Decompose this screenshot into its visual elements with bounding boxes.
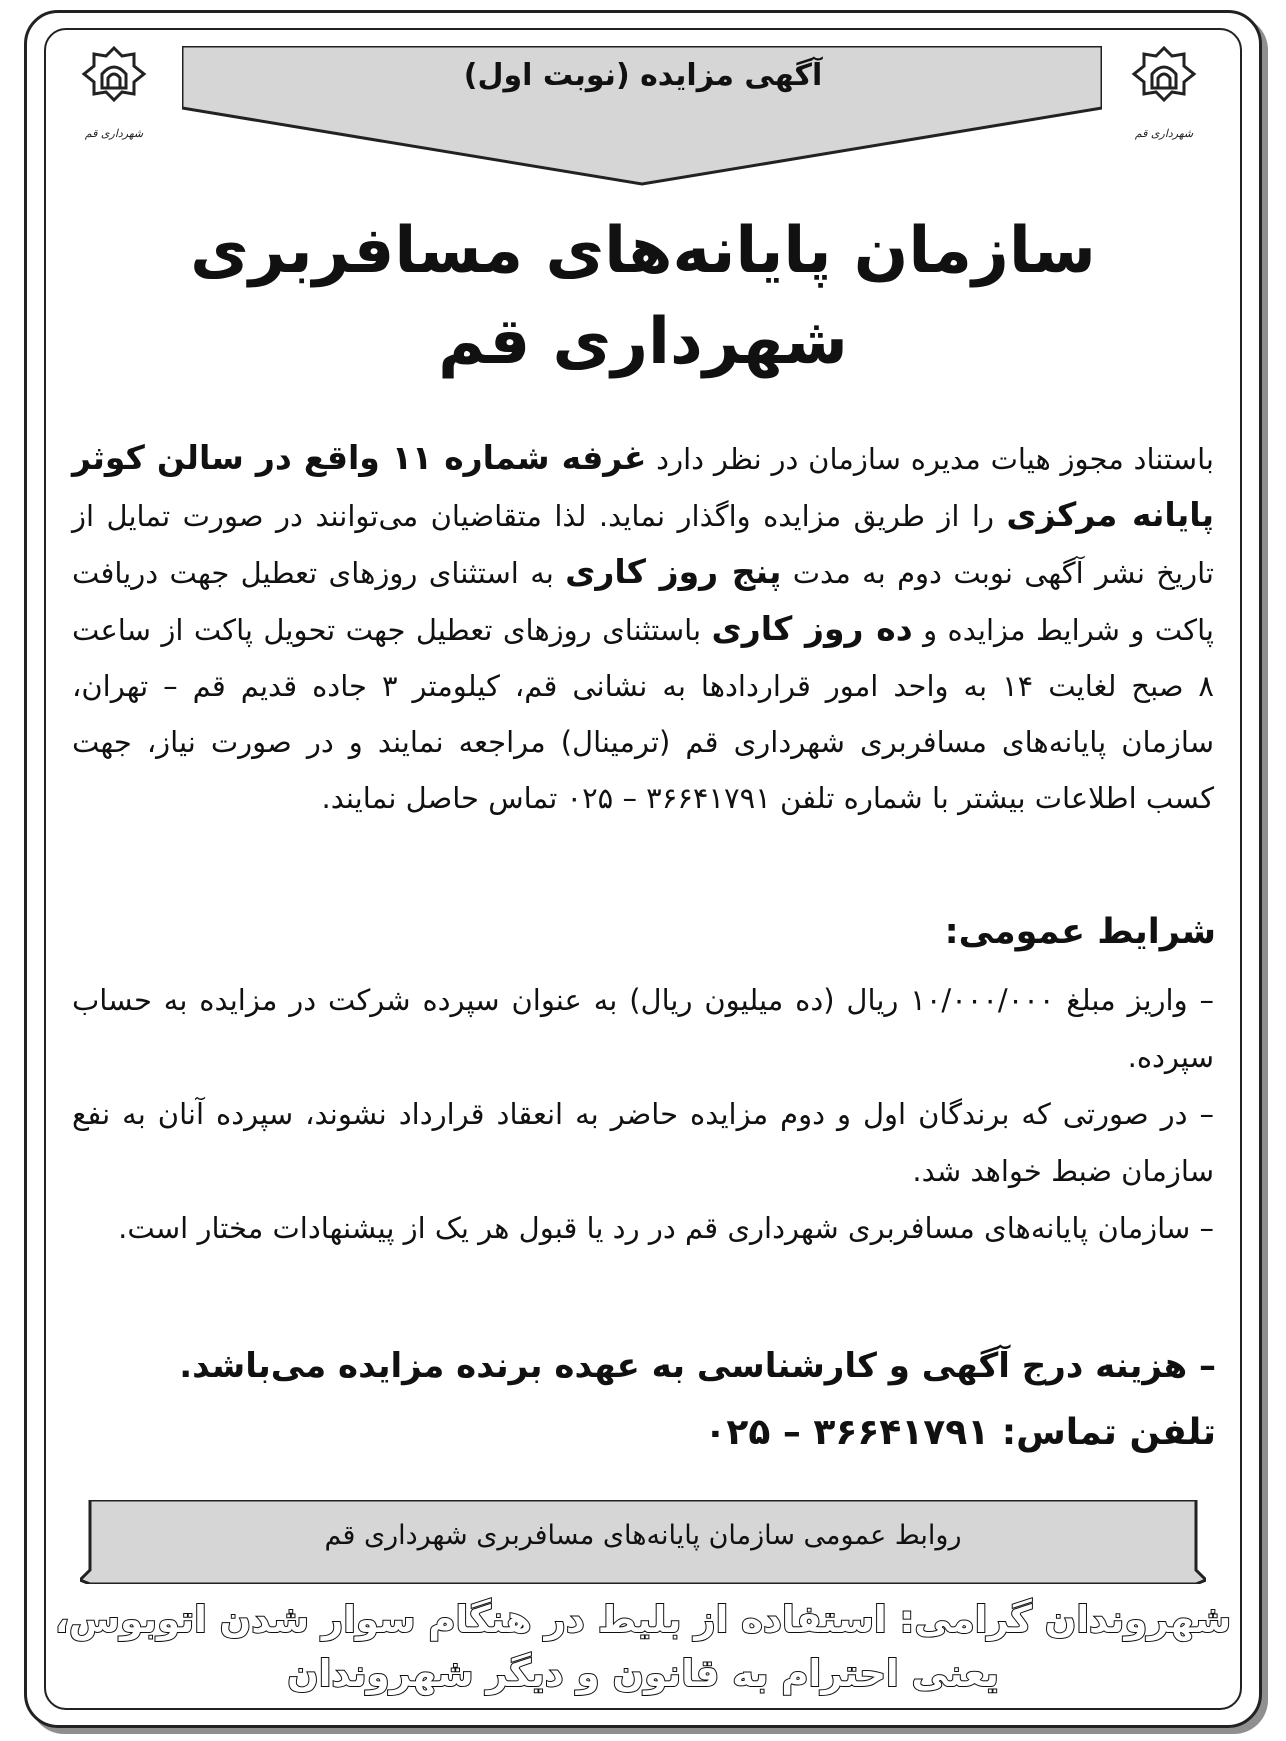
logo-caption: شهرداری قم xyxy=(1134,127,1194,140)
mosque-emblem-icon xyxy=(1122,44,1206,124)
conditions-list xyxy=(72,972,1214,1257)
contact-phone: تلفن تماس: ۳۶۶۴۱۷۹۱ – ۰۲۵ xyxy=(704,1412,1216,1453)
condition-item: – واریز مبلغ ۱۰/۰۰۰/۰۰۰ ریال (ده میلیون ریال) به عنوان سپرده شرکت در مزایده به حساب سپرده. xyxy=(72,983,1214,1074)
body-text: را از طریق مزایده واگذار نماید. لذا متقاضیان می‌توانند در صورت تمایل از تاریخ نشر آگهی نوبت دوم به مدت xyxy=(72,499,1214,590)
body-text: باستثنای روزهای تعطیل جهت تحویل پاکت از ساعت ۸ صبح لغایت ۱۴ به واحد امور قراردادها به نشانی قم، کیلومتر ۳ جاده قدیم قم – تهران، سازمان پایانه‌های مسافربری شهرداری قم (ترمینال) مراجعه نمایند و در صورت نیاز، جهت کسب اطلاعات بیشتر با شماره تلفن ۳۶۶۴۱۷۹۱ – ۰۲۵ تماس حاصل نمایند. xyxy=(72,613,1214,815)
body-highlight: پنج روز کاری xyxy=(565,552,782,591)
body-highlight: غرفه شماره ۱۱ واقع در سالن کوثر پایانه مرکزی xyxy=(72,438,1214,534)
notice-body xyxy=(72,430,1214,826)
citizen-slogan: شهروندان گرامی: استفاده از بلیط در هنگام سوار شدن اتوبوس، xyxy=(54,1598,1232,1641)
organization-municipality: شهرداری قم xyxy=(438,305,848,379)
public-relations-signature: روابط عمومی سازمان پایانه‌های مسافربری شهرداری قم xyxy=(324,1520,962,1551)
condition-item: – در صورتی که برندگان اول و دوم مزایده حاضر به انعقاد قرارداد نشوند، سپرده آنان به نفع سازمان ضبط خواهد شد. xyxy=(72,1097,1214,1188)
logo-caption: شهرداری قم xyxy=(84,127,144,140)
body-text: به استثنای روزهای تعطیل جهت دریافت پاکت و شرایط مزایده و xyxy=(72,556,1214,647)
mosque-emblem-icon xyxy=(72,44,156,124)
condition-item: – سازمان پایانه‌های مسافربری شهرداری قم در رد یا قبول هر یک از پیشنهادات مختار است. xyxy=(118,1211,1214,1245)
condition-cost-note: – هزینه درج آگهی و کارشناسی به عهده برنده مزایده می‌باشد. xyxy=(179,1346,1216,1386)
citizen-slogan: یعنی احترام به قانون و دیگر شهروندان xyxy=(287,1652,999,1695)
municipality-logo xyxy=(1122,44,1206,140)
body-highlight: ده روز کاری xyxy=(711,609,913,648)
municipality-logo xyxy=(72,44,156,140)
body-text: باستناد مجوز هیات مدیره سازمان در نظر دارد xyxy=(646,442,1215,476)
organization-name: سازمان پایانه‌های مسافربری xyxy=(190,214,1096,288)
notice-title: آگهی مزایده (نوبت اول) xyxy=(463,58,823,93)
conditions-heading: شرایط عمومی: xyxy=(944,912,1216,952)
